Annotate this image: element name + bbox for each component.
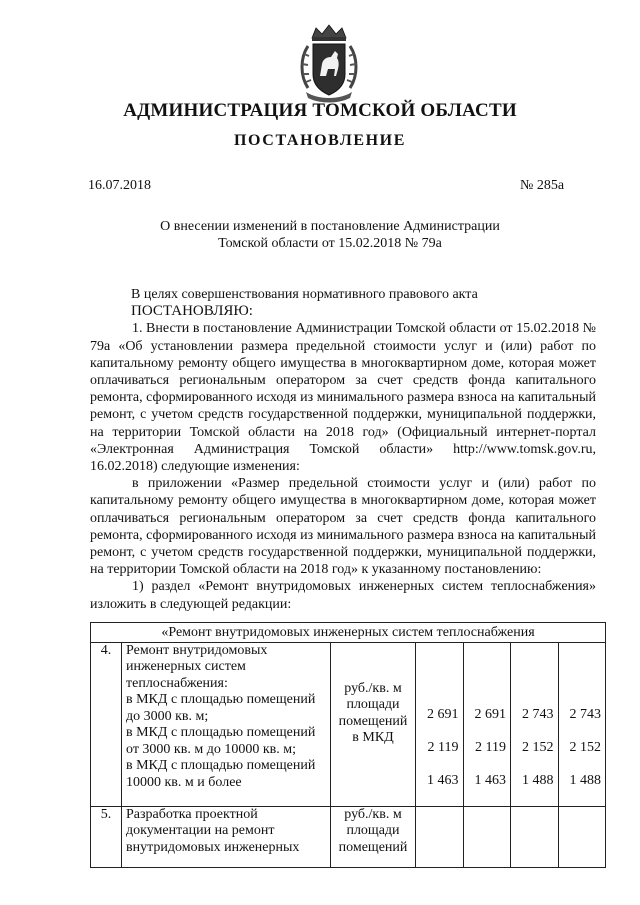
value: 1 463 xyxy=(474,772,506,788)
paragraph-appendix: в приложении «Размер предельной стоимости услуг и (или) работ по капитальному ремонту общего имущества в многоквартирном доме, которая может оплачиваться региональным оператором за счет средств фонда капитального ремонта, сформированного исходя из минимального размера взноса на капитальный ремонт, с учетом средств государственной поддержки, муниципальной поддержки, на территории Томской области на 2018 год» к указанному постановлению: xyxy=(90,476,596,578)
unit-line: в МКД xyxy=(352,730,394,745)
unit-line: руб./кв. м xyxy=(344,680,402,696)
value: 2 743 xyxy=(569,706,601,722)
name-line: Ремонт внутридомовых xyxy=(126,642,268,658)
value-cell xyxy=(558,806,606,867)
document-body xyxy=(90,286,596,613)
organization-title: АДМИНИСТРАЦИЯ ТОМСКОЙ ОБЛАСТИ xyxy=(123,100,517,121)
document-subject xyxy=(150,218,510,252)
name-line: до 3000 кв. м; xyxy=(126,708,209,724)
value-cell xyxy=(463,642,511,806)
unit-line: помещений xyxy=(338,839,408,855)
value: 2 743 xyxy=(522,706,554,722)
row-number: 5. xyxy=(91,806,122,867)
value: 2 152 xyxy=(522,739,554,755)
document-date: 16.07.2018 xyxy=(88,178,151,193)
table-caption: «Ремонт внутридомовых инженерных систем теплоснабжения xyxy=(91,623,606,643)
value: 2 119 xyxy=(427,739,459,755)
coat-of-arms-emblem xyxy=(298,24,360,104)
paragraph-item-1: 1. Внести в постановление Администрации Томской области от 15.02.2018 № 79а «Об установлении размера предельной стоимости услуг и (или) работ по капитальному ремонту общего имущества в многоквартирном доме, которая может оплачиваться региональным оператором за счет средств фонда капитального ремонта, сформированного исходя из минимального размера взноса на капитальный ремонт, с учетом средств государственной поддержки, муниципальной поддержки, на территории Томской области на 2018 год» (Официальный интернет-портал «Электронная Администрация Томской области» http://www.tomsk.gov.ru, 16.02.2018) следующие изменения: xyxy=(90,321,596,475)
name-line: Разработка проектной xyxy=(126,806,258,822)
value-cell xyxy=(416,806,464,867)
value-cell xyxy=(416,642,464,806)
unit-line: площади xyxy=(346,697,400,712)
unit-line: площади xyxy=(346,823,400,838)
name-line: теплоснабжения: xyxy=(126,675,228,691)
value-cell xyxy=(463,806,511,867)
row-unit xyxy=(331,642,416,806)
name-line: в МКД с площадью помещений xyxy=(126,692,316,707)
cost-table xyxy=(90,622,606,868)
name-line: в МКД с площадью помещений xyxy=(126,758,316,773)
name-line: от 3000 кв. м до 10000 кв. м; xyxy=(126,741,296,757)
paragraph-section: 1) раздел «Ремонт внутридомовых инженерных систем теплоснабжения» изложить в следующей редакции: xyxy=(90,579,596,612)
unit-line: руб./кв. м xyxy=(344,806,402,822)
document-number: № 285а xyxy=(520,178,565,193)
table-row xyxy=(91,806,606,867)
value: 1 488 xyxy=(569,772,601,788)
value: 2 119 xyxy=(475,739,506,755)
unit-line: помещений xyxy=(338,713,408,729)
value-cell xyxy=(511,642,559,806)
value: 2 691 xyxy=(427,706,459,722)
name-line: в МКД с площадью помещений xyxy=(126,725,316,740)
name-line: внутридомовых инженерных xyxy=(126,839,300,855)
document-type: ПОСТАНОВЛЕНИЕ xyxy=(234,132,406,149)
row-name xyxy=(122,642,331,806)
value: 2 152 xyxy=(569,739,601,755)
subject-line: О внесении изменений в постановление Администрации xyxy=(160,219,500,234)
value: 1 488 xyxy=(522,772,554,788)
value-cell xyxy=(558,642,606,806)
table-row xyxy=(91,642,606,806)
row-name xyxy=(122,806,331,867)
value: 2 691 xyxy=(474,706,506,722)
paragraph-purpose: В целях совершенствования нормативного правового акта xyxy=(131,287,478,302)
name-line: 10000 кв. м и более xyxy=(126,774,242,790)
name-line: инженерных систем xyxy=(126,659,246,674)
value: 1 463 xyxy=(427,772,459,788)
subject-line: Томской области от 15.02.2018 № 79а xyxy=(218,236,442,251)
row-number: 4. xyxy=(91,642,122,806)
name-line: документации на ремонт xyxy=(126,823,275,838)
row-unit xyxy=(331,806,416,867)
paragraph-resolve: ПОСТАНОВЛЯЮ: xyxy=(131,303,253,320)
value-cell xyxy=(511,806,559,867)
